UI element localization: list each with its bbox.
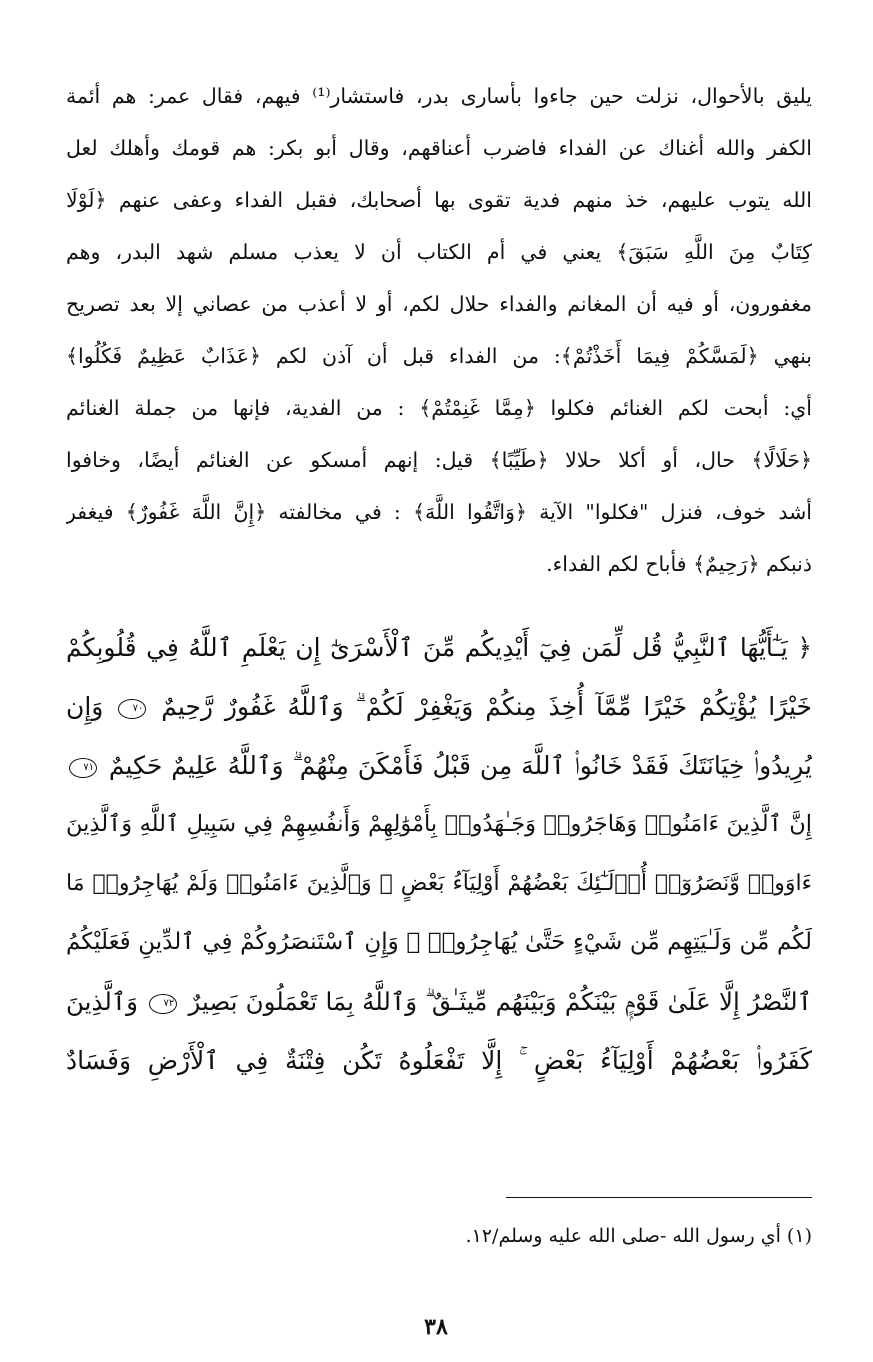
- commentary-line: الله يتوب عليهم، خذ منهم فدية تقوى بها أصحابك، فقبل الفداء وعفى عنهم ﴿لَوْلَا: [66, 188, 812, 212]
- quran-verses-block: [66, 618, 812, 1090]
- quran-line-text: ﴿ يَـٰٓأَيُّهَا ٱلنَّبِيُّ قُل لِّمَن فِيٓ أَيْدِيكُم مِّنَ ٱلْأَسْرَىٰٓ إِن يَعْلَمِ ٱللَّهُ فِي قُلُوبِكُمْ: [66, 633, 812, 662]
- quran-line: [66, 972, 812, 1031]
- quran-line-text: خَيْرًا يُؤْتِكُمْ خَيْرًا مِّمَّآ أُخِذَ مِنكُمْ وَيَغْفِرْ لَكُمْ ۗ وَٱللَّهُ غَفُورٌ رَّحِيمٌ: [161, 692, 812, 721]
- quran-line: [66, 795, 812, 854]
- commentary-line: ﴿حَلَالًا﴾ حال، أو أكلا حلالا ﴿طَيِّبًا﴾ قيل: إنهم أمسكو عن الغنائم أيضًا، وخافوا: [66, 448, 812, 472]
- quran-line-text: ءَاوَوا۟ وَّنَصَرُوٓا۟ أُو۟لَـٰٓئِكَ بَعْضُهُمْ أَوْلِيَآءُ بَعْضٍ ۚ وَٱلَّذِينَ ءَامَنُوا۟ وَلَمْ يُهَاجِرُوا۟ مَا: [66, 871, 812, 896]
- commentary-line: مغفورون، أو فيه أن المغانم والفداء حلال لكم، أو لا أعذب من عصاني إلا بعد تصريح: [66, 292, 812, 316]
- commentary-line: أي: أبحت لكم الغنائم فكلوا ﴿مِمَّا غَنِمْتُمْ﴾ : من الفدية، فإنها من جملة الغنائم: [66, 396, 812, 420]
- ayah-number-marker: ٧٢: [149, 994, 177, 1014]
- quran-line: [66, 618, 812, 677]
- commentary-line: بنهي ﴿لَمَسَّكُمْ فِيمَا أَخَذْتُمْ﴾: من الفداء قبل أن آذن لكم ﴿عَذَابٌ عَظِيمٌ فَكُلُوا﴾: [66, 344, 812, 368]
- ayah-number-marker: ٧١: [69, 758, 97, 778]
- commentary-line: كِتَابٌ مِنَ اللَّهِ سَبَقَ﴾ يعني في أم الكتاب أن لا يعذب مسلم شهد البدر، وهم: [66, 240, 812, 264]
- quran-line-text: إِنَّ ٱلَّذِينَ ءَامَنُوا۟ وَهَاجَرُوا۟ وَجَـٰهَدُوا۟ بِأَمْوَٰلِهِمْ وَأَنفُسِهِمْ فِي سَبِيلِ ٱللَّهِ وَٱلَّذِينَ: [66, 811, 812, 837]
- page-number: ٣٨: [424, 1314, 448, 1340]
- commentary-block: [66, 70, 812, 590]
- commentary-line: الكفر والله أغناك عن الفداء فاضرب أعناقهم، وقال أبو بكر: هم قومك وأهلك لعل: [66, 136, 812, 160]
- quran-line: [66, 913, 812, 972]
- quran-line: [66, 677, 812, 736]
- commentary-line: ذنبكم ﴿رَحِيمٌ﴾ فأباح لكم الفداء.: [546, 552, 812, 576]
- quran-line: [66, 736, 812, 795]
- commentary-line: يليق بالأحوال، نزلت حين جاءوا بأسارى بدر، فاستشار⁽¹⁾ فيهم، فقال عمر: هم أئمة: [66, 84, 812, 108]
- quran-line-text: لَكُم مِّن وَلَـٰيَتِهِم مِّن شَيْءٍ حَتَّىٰ يُهَاجِرُوا۟ ۚ وَإِنِ ٱسْتَنصَرُوكُمْ فِي ٱلدِّينِ فَعَلَيْكُمُ: [66, 929, 812, 955]
- footnote-separator: [506, 1197, 812, 1198]
- quran-line-text: يُرِيدُوا۟ خِيَانَتَكَ فَقَدْ خَانُوا۟ ٱللَّهَ مِن قَبْلُ فَأَمْكَنَ مِنْهُمْ ۗ وَٱللَّهُ عَلِيمٌ حَكِيمٌ: [108, 751, 812, 780]
- quran-line: [66, 854, 812, 913]
- quran-line-text: ٱلنَّصْرُ إِلَّا عَلَىٰ قَوْمٍۭ بَيْنَكُمْ وَبَيْنَهُم مِّيثَـٰقٌ ۗ وَٱللَّهُ بِمَا تَعْمَلُونَ بَصِيرٌ: [188, 987, 812, 1016]
- ayah-number-marker: ٧٠: [118, 699, 146, 719]
- quran-line-text: كَفَرُوا۟ بَعْضُهُمْ أَوْلِيَآءُ بَعْضٍ ۚ إِلَّا تَفْعَلُوهُ تَكُن فِتْنَةٌ فِي ٱلْأَرْضِ وَفَسَادٌ: [66, 1046, 812, 1075]
- quran-line: [66, 1031, 812, 1090]
- quran-line-tail: وَإِن: [66, 692, 104, 721]
- quran-line-tail: وَٱلَّذِينَ: [66, 987, 138, 1016]
- commentary-line: أشد خوف، فنزل "فكلوا" الآية ﴿وَاتَّقُوا اللَّهَ﴾ : في مخالفته ﴿إِنَّ اللَّهَ غَفُورٌ﴾ فيغفر: [66, 500, 812, 524]
- footnote: (١) أي رسول الله -صلى الله عليه وسلم/١٢.: [465, 1225, 812, 1247]
